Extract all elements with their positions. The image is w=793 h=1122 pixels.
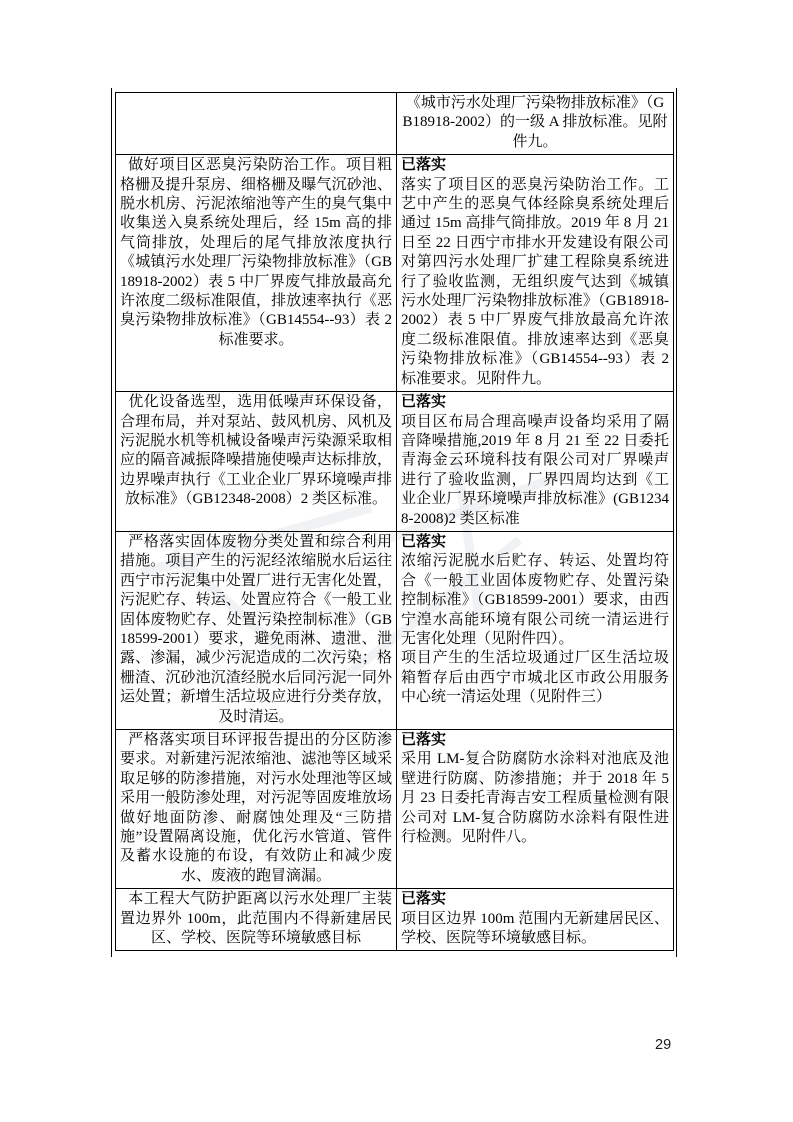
paragraph: 优化设备选型，选用低噪声环保设备，合理布局，并对泵站、鼓风机房、风机及污泥脱水机等机械设备噪声污染源采取相应的隔音减振降噪措施使噪声达标排放，边界噪声执行《工业企业厂界环境噪声排放标准》（GB12348-2008）2 类区标准。 [120,394,392,508]
implementation-cell [397,155,674,392]
status-label: 已落实 [401,394,447,411]
implementation-cell [397,392,674,532]
measures-implementation-table [115,92,674,951]
paragraph: 项目区布局合理高噪声设备均采用了隔音降噪措施,2019 年 8 月 21 至 22 日委托青海金云环境科技有限公司对厂界噪声进行了验收监测，厂界四周均达到《工业企业厂界环境噪声排放标准》(GB12348-2008)2 类区标准 [401,413,669,527]
implementation-cell [397,889,674,951]
implementation-cell [397,531,674,729]
requirement-cell [116,155,397,392]
requirement-cell [116,531,397,729]
requirement-cell [116,889,397,951]
paragraph: 项目产生的生活垃圾通过厂区生活垃圾箱暂存后由西宁市城北区市政公用服务中心统一清运处理（见附件三） [401,650,669,706]
table-row [116,730,674,889]
requirement-cell [116,93,397,155]
status-label: 已落实 [401,533,447,550]
table-row [116,93,674,155]
paragraph: 《城市污水处理厂污染物排放标准》（GB18918-2002）的一级 A 排放标准。见附件九。 [402,95,668,150]
implementation-cell [397,93,674,155]
page-number: 29 [655,1037,672,1053]
table-row [116,392,674,532]
table-outer-frame [111,88,677,957]
paragraph: 采用 LM-复合防腐防水涂料对池底及池壁进行防腐、防渗措施；并于 2018 年 5 月 23 日委托青海吉安工程质量检测有限公司对 LM-复合防腐防水涂料有限性进行检测。见附件八。 [401,751,669,846]
paragraph: 严格落实项目环评报告提出的分区防渗要求。对新建污泥浓缩池、滤池等区域采取足够的防渗措施，对污水处理池等区域采用一般防渗处理，对污泥等固废堆放场做好地面防渗、耐腐蚀处理及“三防措施”设置隔离设施，优化污水管道、管件及蓄水设施的布设，有效防止和减少废水、废液的跑冒滴漏。 [120,732,392,884]
table-row [116,889,674,951]
table-row [116,531,674,729]
requirement-cell [116,730,397,889]
status-label: 已落实 [401,732,447,748]
status-label: 已落实 [401,157,447,174]
table-row [116,155,674,392]
status-label: 已落实 [401,891,447,908]
implementation-cell [397,730,674,889]
paragraph: 浓缩污泥脱水后贮存、转运、处置均符合《一般工业固体废物贮存、处置污染控制标准》（GB18599-2001）要求，由西宁湟水高能环境有限公司统一清运进行无害化处理（见附件四）。 [401,553,669,647]
paragraph: 本工程大气防护距离以污水处理厂主装置边界外 100m，此范围内不得新建居民区、学校、医院等环境敏感目标 [120,891,392,947]
requirement-cell [116,392,397,532]
paragraph: 严格落实固体废物分类处置和综合利用措施。项目产生的污泥经浓缩脱水后运往西宁市污泥集中处置厂进行无害化处置，污泥贮存、转运、处置应符合《一般工业固体废物贮存、处置污染控制标准》（GB18599-2001）要求，避免雨淋、遗泄、泄露、渗漏，减少污泥造成的二次污染；格栅渣、沉砂池沉渣经脱水后同污泥一同外运处置；新增生活垃圾应进行分类存放，及时清运。 [120,533,392,725]
paragraph: 做好项目区恶臭污染防治工作。项目粗格栅及提升泵房、细格栅及曝气沉砂池、脱水机房、污泥浓缩池等产生的臭气集中收集送入臭系统处理后，经 15m 高的排气筒排放，处理后的尾气排放浓度执行《城镇污水处理厂污染物排放标准》（GB18918-2002）表 5 中厂界废气排放最高允许浓度二级标准限值，排放速率执行《恶臭污染物排放标准》（GB14554--93）表 2 标准要求。 [120,157,392,348]
paragraph: 项目区边界 100m 范围内无新建居民区、学校、医院等环境敏感目标。 [401,910,669,947]
paragraph: 落实了项目区的恶臭污染防治工作。工艺中产生的恶臭气体经除臭系统处理后通过 15m 高排气筒排放。2019 年 8 月 21 日至 22 日西宁市排水开发建设有限公司对第四污水处理厂扩建工程除臭系统进行了验收监测，无组织废气达到《城镇污水处理厂污染物排放标准》（GB18918-2002）表 5 中厂界废气排放最高允许浓度二级标准限值。排放速率达到《恶臭污染物排放标准》（GB14554--93）表 2 标准要求。见附件九。 [401,176,669,387]
